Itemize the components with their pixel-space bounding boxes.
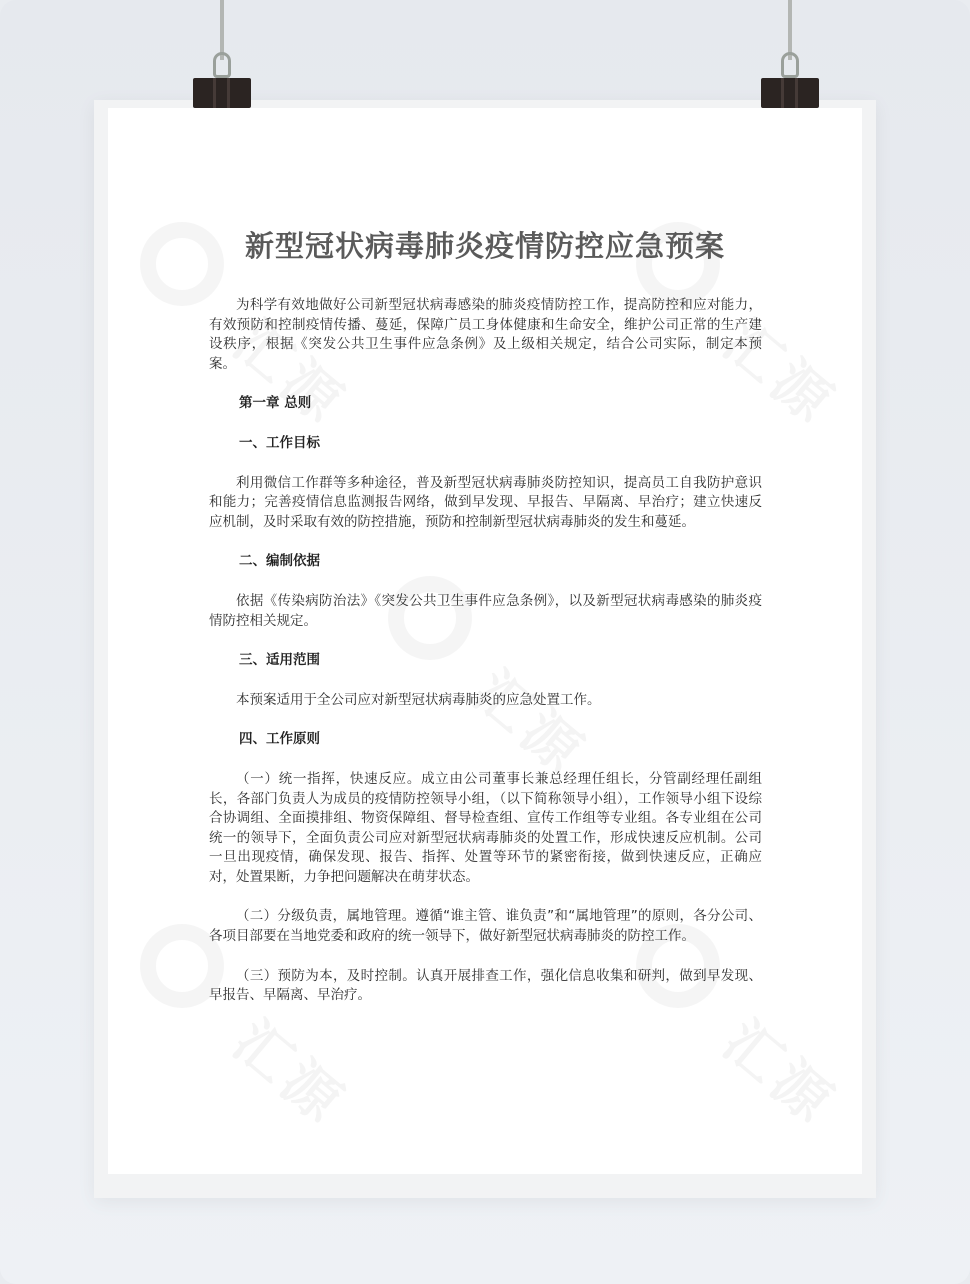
hanging-wire-left <box>220 0 224 60</box>
clip-ring-right <box>781 52 799 78</box>
section-heading: 一、工作目标 <box>239 434 320 451</box>
section-paragraph: 本预案适用于全公司应对新型冠状病毒肺炎的应急处置工作。 <box>236 691 601 708</box>
intro-paragraph: 为科学有效地做好公司新型冠状病毒感染的肺炎疫情防控工作，提高防控和应对能力，有效预防和控制疫情传播、蔓延，保障广员工身体健康和生命安全，维护公司正常的生产建设秩序，根据《突发公共卫生事件应急条例》及上级相关规定，结合公司实际，制定本预案。 <box>209 297 762 372</box>
binder-clip-right <box>761 78 819 108</box>
chapter-heading: 第一章 总则 <box>239 395 312 412</box>
section-paragraph: 利用微信工作群等多种途径，普及新型冠状病毒肺炎防控知识，提高员工自我防护意识和能力；完善疫情信息监测报告网络，做到早发现、早报告、早隔离、早治疗；建立快速反应机制，及时采取有效的防控措施，预防和控制新型冠状病毒肺炎的发生和蔓延。 <box>209 474 762 530</box>
principle-item: （二）分级负责，属地管理。遵循“谁主管、谁负责”和“属地管理”的原则，各分公司、各项目部要在当地党委和政府的统一领导下，做好新型冠状病毒肺炎的防控工作。 <box>209 908 762 945</box>
principle-item: （一）统一指挥，快速反应。成立由公司董事长兼总经理任组长，分管副经理任副组长，各部门负责人为成员的疫情防控领导小组，（以下简称领导小组），工作领导小组下设综合协调组、全面摸排组、物资保障组、督导检查组、宣传工作组等专业组。各专业组在公司统一的领导下，全面负责公司应对新型冠状病毒肺炎的处置工作，形成快速反应机制。公司一旦出现疫情，确保发现、报告、指挥、处置等环节的紧密衔接，做到快速反应，正确应对，处置果断，力争把问题解决在萌芽状态。 <box>209 770 762 885</box>
section-paragraph: 依据《传染病防治法》《突发公共卫生事件应急条例》，以及新型冠状病毒感染的肺炎疫情防控相关规定。 <box>209 592 762 629</box>
section-heading: 四、工作原则 <box>239 731 320 748</box>
clip-ring-left <box>213 52 231 78</box>
principle-item: （三）预防为本，及时控制。认真开展排查工作，强化信息收集和研判，做到早发现、早报告、早隔离、早治疗。 <box>209 967 762 1004</box>
hanging-wire-right <box>788 0 792 60</box>
document-body <box>209 296 762 1006</box>
section-heading: 二、编制依据 <box>239 553 320 570</box>
document-title: 新型冠状病毒肺炎疫情防控应急预案 <box>244 229 725 263</box>
binder-clip-left <box>193 78 251 108</box>
section-heading: 三、适用范围 <box>239 652 320 669</box>
